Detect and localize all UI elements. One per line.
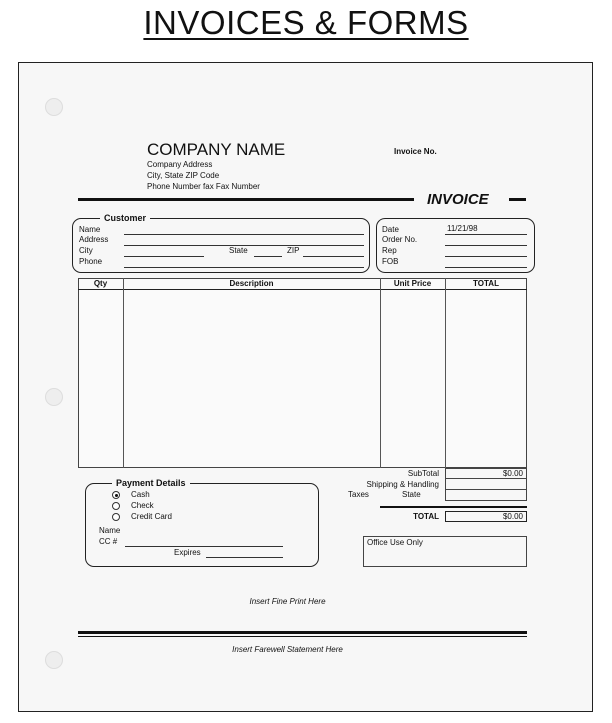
office-use-label: Office Use Only: [367, 538, 423, 547]
cc-number-field[interactable]: [125, 546, 283, 547]
company-address: Company Address: [147, 160, 213, 169]
invoice-no-label: Invoice No.: [394, 147, 437, 156]
cc-number-label: CC #: [99, 537, 118, 546]
company-phone: Phone Number fax Fax Number: [147, 182, 260, 191]
table-header-qty: Qty: [93, 279, 108, 288]
customer-zip-label: ZIP: [287, 246, 300, 255]
total-label: TOTAL: [413, 512, 439, 521]
header-rule-end: [509, 198, 526, 201]
customer-phone-label: Phone: [79, 257, 103, 266]
customer-city-label: City: [79, 246, 93, 255]
farewell-statement: Insert Farewell Statement Here: [232, 645, 343, 654]
order-no-field[interactable]: [445, 245, 527, 246]
payment-section-label: Payment Details: [112, 478, 190, 488]
rep-field[interactable]: [445, 256, 527, 257]
shipping-label: Shipping & Handling: [366, 480, 439, 489]
total-value: $0.00: [502, 512, 523, 521]
line-items-table: [78, 278, 527, 468]
radio-credit-card[interactable]: [112, 513, 120, 521]
customer-city-field[interactable]: [124, 256, 204, 257]
customer-state-label: State: [229, 246, 248, 255]
page-title: INVOICES & FORMS: [143, 4, 469, 41]
footer-rule-thick: [78, 631, 527, 634]
date-value: 11/21/98: [447, 224, 478, 233]
radio-cash[interactable]: [112, 491, 120, 499]
table-header-description: Description: [229, 279, 274, 288]
taxes-state-label: State: [402, 490, 421, 499]
punch-hole: [45, 388, 63, 406]
fob-field[interactable]: [445, 267, 527, 268]
fine-print: Insert Fine Print Here: [249, 597, 326, 606]
subtotal-value: $0.00: [502, 469, 523, 478]
date-label: Date: [382, 225, 399, 234]
invoice-heading: INVOICE: [427, 191, 489, 208]
table-column-divider: [123, 278, 124, 468]
header-rule: [78, 198, 414, 201]
rep-label: Rep: [382, 246, 397, 255]
table-header-rule: [78, 289, 527, 290]
customer-name-field[interactable]: [124, 234, 364, 235]
punch-hole: [45, 98, 63, 116]
customer-address-label: Address: [79, 235, 109, 244]
customer-zip-field[interactable]: [303, 256, 364, 257]
fob-label: FOB: [382, 257, 399, 266]
invoice-form-sheet: [18, 62, 593, 712]
expires-field[interactable]: [206, 557, 283, 558]
total-rule: [380, 506, 527, 508]
option-cash-label: Cash: [131, 490, 150, 499]
expires-label: Expires: [174, 548, 201, 557]
radio-check[interactable]: [112, 502, 120, 510]
subtotal-label: SubTotal: [407, 469, 439, 478]
table-column-divider: [445, 278, 446, 468]
date-field[interactable]: [445, 234, 527, 235]
option-check-label: Check: [131, 501, 154, 510]
company-name: COMPANY NAME: [147, 140, 286, 159]
company-city-state: City, State ZIP Code: [147, 171, 220, 180]
customer-state-field[interactable]: [254, 256, 282, 257]
table-header-total: TOTAL: [473, 279, 499, 288]
taxes-label: Taxes: [348, 490, 369, 499]
table-header-unit-price: Unit Price: [393, 279, 432, 288]
table-column-divider: [380, 278, 381, 468]
order-no-label: Order No.: [382, 235, 418, 244]
customer-section-label: Customer: [100, 213, 150, 223]
payment-details-box: [85, 483, 319, 567]
payment-name-label: Name: [99, 526, 121, 535]
shipping-field[interactable]: [445, 479, 527, 490]
option-credit-card-label: Credit Card: [131, 512, 172, 521]
customer-name-label: Name: [79, 225, 101, 234]
footer-rule-thin: [78, 636, 527, 637]
taxes-field[interactable]: [445, 490, 527, 501]
customer-phone-field[interactable]: [124, 267, 364, 268]
